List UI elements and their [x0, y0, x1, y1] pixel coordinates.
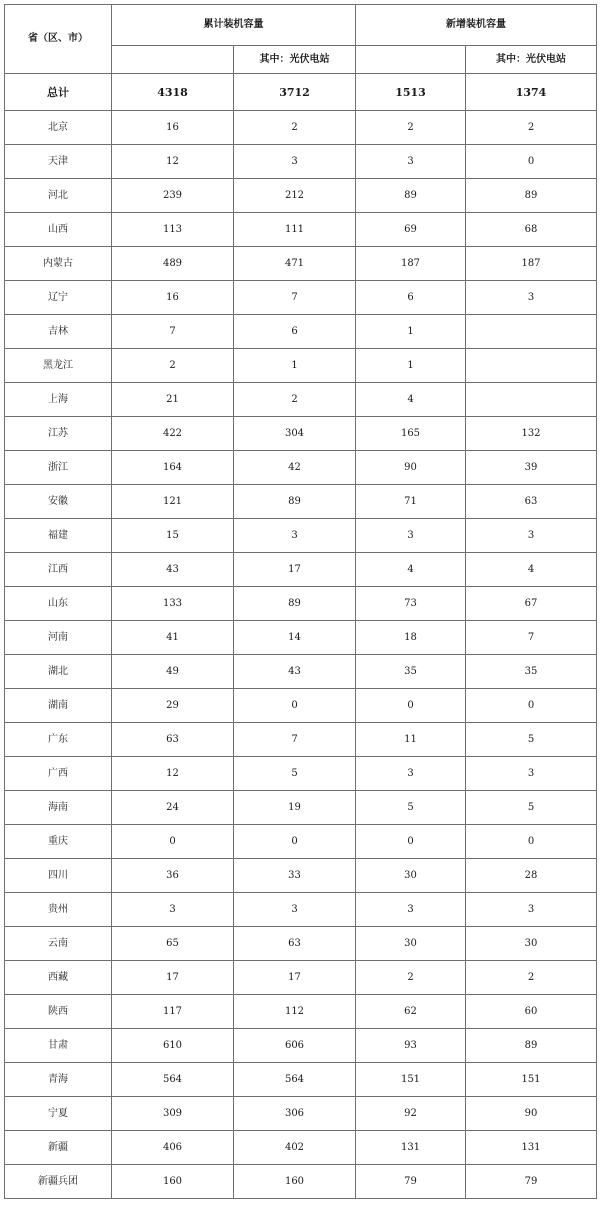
new-pv-cell: 79 [466, 1165, 597, 1199]
cumulative-pv-cell: 304 [234, 417, 356, 451]
cumulative-cell: 65 [112, 927, 234, 961]
new-pv-cell: 131 [466, 1131, 597, 1165]
region-cell: 安徽 [5, 485, 112, 519]
region-cell: 山西 [5, 213, 112, 247]
region-cell: 海南 [5, 791, 112, 825]
new-pv-cell: 1374 [466, 74, 597, 111]
cumulative-pv-cell: 112 [234, 995, 356, 1029]
table-row [5, 213, 597, 247]
region-cell: 湖南 [5, 689, 112, 723]
region-cell: 河北 [5, 179, 112, 213]
cumulative-cell: 160 [112, 1165, 234, 1199]
table-row [5, 689, 597, 723]
cumulative-pv-cell: 606 [234, 1029, 356, 1063]
table-row [5, 791, 597, 825]
cumulative-pv-cell: 63 [234, 927, 356, 961]
region-cell: 西藏 [5, 961, 112, 995]
table-row [5, 519, 597, 553]
header-new: 新增装机容量 [356, 5, 597, 46]
new-cell: 18 [356, 621, 466, 655]
new-cell: 79 [356, 1165, 466, 1199]
new-cell: 187 [356, 247, 466, 281]
table-row [5, 825, 597, 859]
new-cell: 2 [356, 111, 466, 145]
table-row [5, 281, 597, 315]
new-pv-cell: 67 [466, 587, 597, 621]
region-cell: 重庆 [5, 825, 112, 859]
new-pv-cell: 7 [466, 621, 597, 655]
cumulative-pv-cell: 17 [234, 961, 356, 995]
new-cell: 5 [356, 791, 466, 825]
header-new-sub: 其中：光伏电站 [466, 46, 597, 74]
new-cell: 3 [356, 757, 466, 791]
table-row [5, 995, 597, 1029]
cumulative-pv-cell: 111 [234, 213, 356, 247]
new-cell: 6 [356, 281, 466, 315]
new-cell: 4 [356, 383, 466, 417]
new-cell: 92 [356, 1097, 466, 1131]
new-pv-cell: 89 [466, 1029, 597, 1063]
cumulative-cell: 489 [112, 247, 234, 281]
new-cell: 131 [356, 1131, 466, 1165]
cumulative-cell: 406 [112, 1131, 234, 1165]
region-cell: 河南 [5, 621, 112, 655]
table-row [5, 1097, 597, 1131]
region-cell: 四川 [5, 859, 112, 893]
table-row [5, 1029, 597, 1063]
cumulative-cell: 2 [112, 349, 234, 383]
region-cell: 福建 [5, 519, 112, 553]
cumulative-pv-cell: 402 [234, 1131, 356, 1165]
new-pv-cell: 3 [466, 519, 597, 553]
header-new-blank [356, 46, 466, 74]
new-cell: 35 [356, 655, 466, 689]
region-cell: 贵州 [5, 893, 112, 927]
total-row [5, 74, 597, 111]
cumulative-pv-cell: 306 [234, 1097, 356, 1131]
new-cell: 4 [356, 553, 466, 587]
cumulative-cell: 164 [112, 451, 234, 485]
cumulative-cell: 17 [112, 961, 234, 995]
new-pv-cell: 5 [466, 791, 597, 825]
cumulative-pv-cell: 2 [234, 111, 356, 145]
cumulative-cell: 24 [112, 791, 234, 825]
region-cell: 陕西 [5, 995, 112, 1029]
new-cell: 30 [356, 927, 466, 961]
cumulative-pv-cell: 3712 [234, 74, 356, 111]
region-cell: 新疆 [5, 1131, 112, 1165]
region-cell: 江西 [5, 553, 112, 587]
cumulative-cell: 49 [112, 655, 234, 689]
table-row [5, 1063, 597, 1097]
new-cell: 30 [356, 859, 466, 893]
cumulative-pv-cell: 89 [234, 485, 356, 519]
cumulative-pv-cell: 160 [234, 1165, 356, 1199]
new-pv-cell: 5 [466, 723, 597, 757]
new-cell: 1 [356, 349, 466, 383]
new-cell: 90 [356, 451, 466, 485]
table-row [5, 349, 597, 383]
new-cell: 1 [356, 315, 466, 349]
cumulative-cell: 564 [112, 1063, 234, 1097]
table-row [5, 417, 597, 451]
header-cumulative-blank [112, 46, 234, 74]
new-pv-cell: 60 [466, 995, 597, 1029]
cumulative-pv-cell: 0 [234, 689, 356, 723]
table-row [5, 587, 597, 621]
new-pv-cell [466, 383, 597, 417]
new-cell: 0 [356, 689, 466, 723]
table-row [5, 757, 597, 791]
table-row [5, 179, 597, 213]
cumulative-pv-cell: 14 [234, 621, 356, 655]
cumulative-cell: 15 [112, 519, 234, 553]
cumulative-cell: 3 [112, 893, 234, 927]
new-cell: 93 [356, 1029, 466, 1063]
region-cell: 青海 [5, 1063, 112, 1097]
cumulative-cell: 21 [112, 383, 234, 417]
region-cell: 广西 [5, 757, 112, 791]
table-row [5, 553, 597, 587]
new-cell: 0 [356, 825, 466, 859]
new-pv-cell: 30 [466, 927, 597, 961]
table-row [5, 485, 597, 519]
cumulative-cell: 16 [112, 111, 234, 145]
header-cumulative-sub: 其中：光伏电站 [234, 46, 356, 74]
cumulative-cell: 29 [112, 689, 234, 723]
new-cell: 73 [356, 587, 466, 621]
new-pv-cell: 3 [466, 757, 597, 791]
cumulative-cell: 16 [112, 281, 234, 315]
region-cell: 宁夏 [5, 1097, 112, 1131]
header-region: 省（区、市） [5, 5, 112, 74]
region-cell: 云南 [5, 927, 112, 961]
new-cell: 89 [356, 179, 466, 213]
table-row [5, 315, 597, 349]
region-cell: 黑龙江 [5, 349, 112, 383]
new-cell: 62 [356, 995, 466, 1029]
table-row [5, 621, 597, 655]
region-cell: 山东 [5, 587, 112, 621]
cumulative-cell: 610 [112, 1029, 234, 1063]
region-cell: 广东 [5, 723, 112, 757]
new-cell: 3 [356, 145, 466, 179]
new-pv-cell: 28 [466, 859, 597, 893]
cumulative-cell: 0 [112, 825, 234, 859]
cumulative-pv-cell: 1 [234, 349, 356, 383]
capacity-table [4, 4, 597, 1199]
new-pv-cell: 68 [466, 213, 597, 247]
new-pv-cell: 151 [466, 1063, 597, 1097]
header-row-1 [5, 5, 597, 46]
new-pv-cell: 132 [466, 417, 597, 451]
new-pv-cell: 39 [466, 451, 597, 485]
new-pv-cell: 90 [466, 1097, 597, 1131]
table-row [5, 927, 597, 961]
new-pv-cell: 0 [466, 145, 597, 179]
new-cell: 11 [356, 723, 466, 757]
cumulative-cell: 41 [112, 621, 234, 655]
cumulative-pv-cell: 3 [234, 893, 356, 927]
cumulative-pv-cell: 17 [234, 553, 356, 587]
new-pv-cell: 4 [466, 553, 597, 587]
cumulative-pv-cell: 471 [234, 247, 356, 281]
cumulative-pv-cell: 33 [234, 859, 356, 893]
region-cell: 新疆兵团 [5, 1165, 112, 1199]
new-cell: 3 [356, 519, 466, 553]
region-cell: 甘肃 [5, 1029, 112, 1063]
new-pv-cell [466, 349, 597, 383]
header-cumulative: 累计装机容量 [112, 5, 356, 46]
new-pv-cell: 89 [466, 179, 597, 213]
new-cell: 165 [356, 417, 466, 451]
region-cell: 辽宁 [5, 281, 112, 315]
cumulative-pv-cell: 3 [234, 519, 356, 553]
cumulative-pv-cell: 6 [234, 315, 356, 349]
cumulative-pv-cell: 5 [234, 757, 356, 791]
table-row [5, 383, 597, 417]
table-body [5, 5, 597, 1199]
new-pv-cell: 3 [466, 893, 597, 927]
cumulative-pv-cell: 7 [234, 281, 356, 315]
cumulative-cell: 113 [112, 213, 234, 247]
cumulative-pv-cell: 0 [234, 825, 356, 859]
cumulative-pv-cell: 19 [234, 791, 356, 825]
region-cell: 浙江 [5, 451, 112, 485]
region-cell: 总计 [5, 74, 112, 111]
new-cell: 1513 [356, 74, 466, 111]
new-cell: 71 [356, 485, 466, 519]
cumulative-pv-cell: 7 [234, 723, 356, 757]
region-cell: 江苏 [5, 417, 112, 451]
new-pv-cell: 0 [466, 825, 597, 859]
region-cell: 湖北 [5, 655, 112, 689]
table-row [5, 961, 597, 995]
region-cell: 上海 [5, 383, 112, 417]
cumulative-pv-cell: 42 [234, 451, 356, 485]
table-row [5, 1131, 597, 1165]
cumulative-cell: 117 [112, 995, 234, 1029]
region-cell: 吉林 [5, 315, 112, 349]
table-row [5, 247, 597, 281]
new-pv-cell: 3 [466, 281, 597, 315]
table-row [5, 723, 597, 757]
table-row [5, 1165, 597, 1199]
region-cell: 天津 [5, 145, 112, 179]
cumulative-pv-cell: 89 [234, 587, 356, 621]
cumulative-cell: 12 [112, 145, 234, 179]
cumulative-pv-cell: 212 [234, 179, 356, 213]
cumulative-cell: 63 [112, 723, 234, 757]
cumulative-pv-cell: 564 [234, 1063, 356, 1097]
cumulative-pv-cell: 2 [234, 383, 356, 417]
new-cell: 69 [356, 213, 466, 247]
cumulative-cell: 4318 [112, 74, 234, 111]
new-pv-cell: 187 [466, 247, 597, 281]
new-pv-cell: 0 [466, 689, 597, 723]
cumulative-cell: 43 [112, 553, 234, 587]
table-row [5, 859, 597, 893]
new-cell: 2 [356, 961, 466, 995]
new-pv-cell [466, 315, 597, 349]
new-cell: 151 [356, 1063, 466, 1097]
cumulative-cell: 422 [112, 417, 234, 451]
cumulative-pv-cell: 43 [234, 655, 356, 689]
new-pv-cell: 2 [466, 111, 597, 145]
cumulative-cell: 239 [112, 179, 234, 213]
cumulative-cell: 36 [112, 859, 234, 893]
new-pv-cell: 35 [466, 655, 597, 689]
cumulative-pv-cell: 3 [234, 145, 356, 179]
new-cell: 3 [356, 893, 466, 927]
table-row [5, 145, 597, 179]
new-pv-cell: 2 [466, 961, 597, 995]
table-row [5, 451, 597, 485]
new-pv-cell: 63 [466, 485, 597, 519]
cumulative-cell: 7 [112, 315, 234, 349]
table-row [5, 655, 597, 689]
cumulative-cell: 133 [112, 587, 234, 621]
region-cell: 北京 [5, 111, 112, 145]
table-row [5, 893, 597, 927]
cumulative-cell: 121 [112, 485, 234, 519]
region-cell: 内蒙古 [5, 247, 112, 281]
cumulative-cell: 309 [112, 1097, 234, 1131]
table-row [5, 111, 597, 145]
cumulative-cell: 12 [112, 757, 234, 791]
